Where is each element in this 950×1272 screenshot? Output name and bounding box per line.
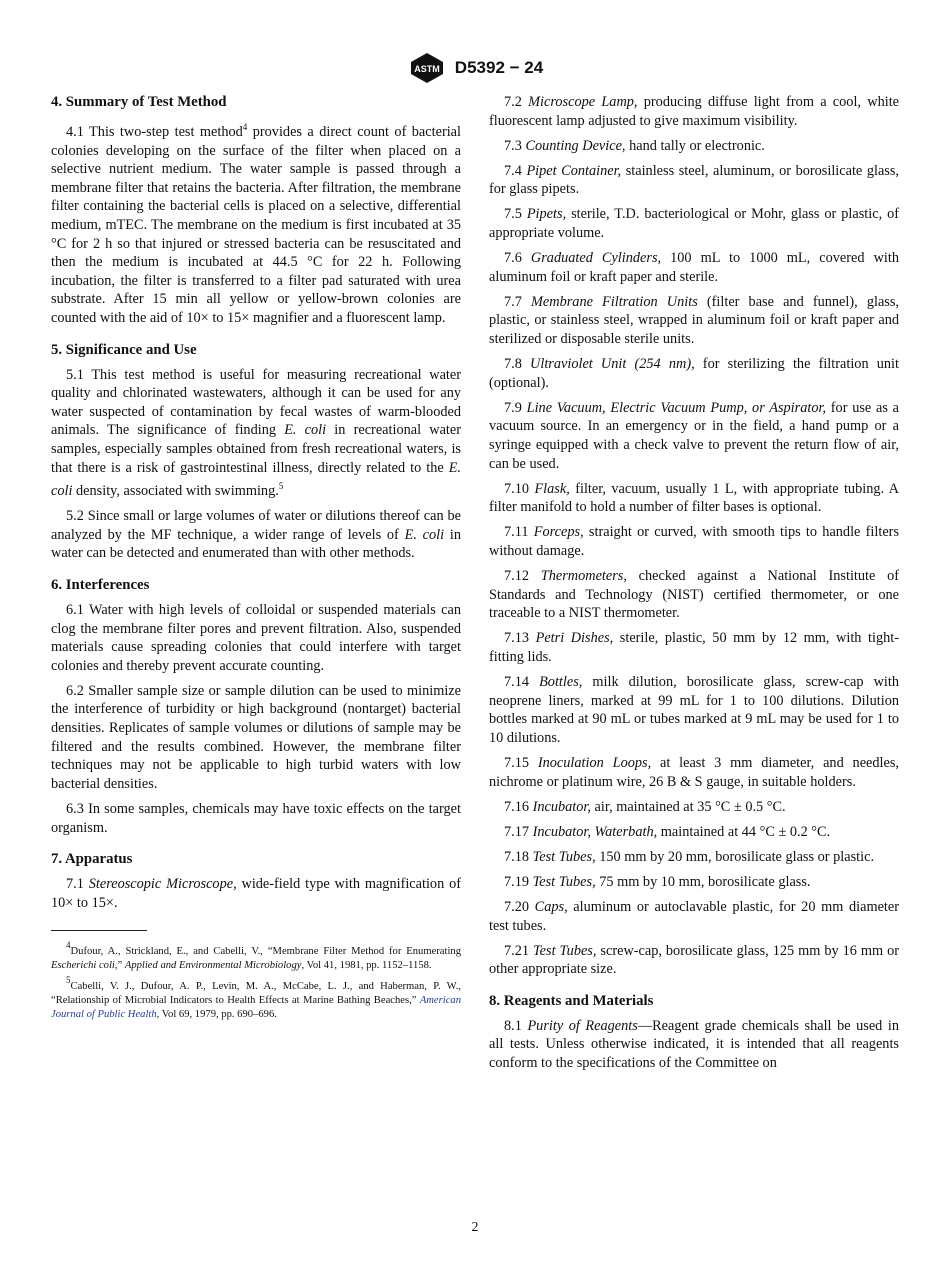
section-7-heading: 7. Apparatus — [51, 851, 133, 868]
apparatus-item: 7.21 Test Tubes, screw-cap, borosilicate glass, 125 mm by 16 mm or other appropriate size. — [489, 942, 899, 978]
journal-link[interactable]: American Journal of Public Health — [51, 995, 461, 1020]
apparatus-item: 7.5 Pipets, sterile, T.D. bacteriological or Mohr, glass or plastic, of appropriate volume. — [489, 206, 899, 242]
paragraph-4-1: 4.1 This two-step test method$^4$ provides a direct count of bacterial colonies developing on the surface of the filter when placed on a selective nutrient medium. The water sample is passed through a membrane filter that retains the bacteria. After filtration, the membrane filter containing the bacterial cells is placed on a selective, differential medium, mTEC. The membrane on the medium is first incubated at 35 °C for 2 h so that injured or stressed bacteria can be resuscitated and then the medium is incubated at 44.5 °C for 22 h. Following incubation, the filter is transferred to a filter pad saturated with urea substrate. After 15 min all yellow or yellow-brown colonies are counted with the aid of 10× to 15× magnifier and a fluorescent lamp. — [51, 122, 461, 326]
apparatus-item: 7.18 Test Tubes, 150 mm by 20 mm, borosilicate glass or plastic. — [504, 848, 875, 865]
apparatus-item: 7.11 Forceps, straight or curved, with smooth tips to handle filters without damage. — [489, 524, 900, 559]
footnote-5: $^5$Cabelli, V. J., Dufour, A. P., Levin, M. A., McCabe, L. J., and Haberman, P. W., “Relationship of Microbial Indicators to Health Effects at Marine Bathing Beaches,” American Journal of Public Health, Vol 69, 1979, pp. 690–696. — [51, 975, 461, 1020]
apparatus-item: 7.8 Ultraviolet Unit (254 nm), for sterilizing the filtration unit (optional). — [489, 356, 899, 391]
paragraph-5-2: 5.2 Since small or large volumes of water or dilutions thereof can be analyzed by the MF technique, a wider range of levels of E. coli in water can be detected and enumerated than with other methods. — [51, 508, 461, 562]
left-column — [51, 93, 461, 1023]
apparatus-item: 7.14 Bottles, milk dilution, borosilicate glass, screw-cap with neoprene liners, marked at 99 mL for 1 to 100 dilutions. Dilution bottles marked at 90 mL or tubes marked at 9 mL may be used for 1 to 10 dilutions. — [489, 674, 899, 746]
section-6-heading: 6. Interferences — [51, 576, 150, 593]
apparatus-item: 7.9 Line Vacuum, Electric Vacuum Pump, or Aspirator, for use as a vacuum source. In an emergency or in the field, a hand pump or a syringe equipped with a check valve to prevent the return flow of air, can be used. — [489, 399, 900, 472]
section-5-heading: 5. Significance and Use — [51, 341, 197, 358]
document-id: D5392 − 24 — [454, 58, 544, 77]
apparatus-item: 7.19 Test Tubes, 75 mm by 10 mm, borosilicate glass. — [504, 873, 811, 890]
paragraph-5-1: 5.1 This test method is useful for measuring recreational water quality and chlorinated wastewaters, although it can be used for any water suspected of contamination by fecal wastes of warm-blooded animals. The significance of finding E. coli in recreational water samples, especially samples obtained from fresh recreational waters, is that there is a risk of gastrointestinal illness, directly related to the E. coli density, associated with swimming.$^5$ — [51, 366, 461, 500]
apparatus-item: 7.13 Petri Dishes, sterile, plastic, 50 mm by 12 mm, with tight-fitting lids. — [489, 630, 899, 665]
footnote-divider — [51, 930, 147, 931]
apparatus-item: 7.4 Pipet Container, stainless steel, aluminum, or borosilicate glass, for glass pipets. — [489, 162, 900, 198]
section-4-heading: 4. Summary of Test Method — [51, 94, 227, 110]
apparatus-item: 7.7 Membrane Filtration Units (filter base and funnel), glass, plastic, or stainless steel, wrapped in aluminum foil or kraft paper and sterilized or disposable sterile units. — [489, 293, 899, 348]
paragraph-8-1: 8.1 Purity of Reagents—Reagent grade chemicals shall be used in all tests. Unless otherwise indicated, it is intended that all reagents conform to the specifications of the Committee on — [489, 1017, 899, 1072]
page-header — [0, 52, 950, 86]
apparatus-item: 7.15 Inoculation Loops, at least 3 mm diameter, and needles, nichrome or platinum wire, 26 B & S gauge, in suitable holders. — [489, 754, 899, 790]
footnote-ref-4[interactable]: 4 — [242, 122, 248, 132]
footnote-ref-5[interactable]: 5 — [278, 481, 284, 492]
apparatus-item: 7.12 Thermometers, checked against a National Institute of Standards and Technology (NIST) certified thermometer, or one traceable to a NIST thermometer. — [489, 568, 899, 622]
apparatus-item: 7.2 Microscope Lamp, producing diffuse light from a cool, white fluorescent lamp adjusted to give maximum visibility. — [489, 94, 900, 129]
apparatus-item: 7.20 Caps, aluminum or autoclavable plastic, for 20 mm diameter test tubes. — [489, 898, 899, 934]
footnote-4: $^4$Dufour, A., Strickland, E., and Cabelli, V., “Membrane Filter Method for Enumerating Escherichi coli,” Applied and Environmental Microbiology, Vol 41, 1981, pp. 1152–1158. — [51, 940, 461, 971]
apparatus-item: 7.16 Incubator, air, maintained at 35 °C ± 0.5 °C. — [504, 798, 786, 815]
right-column — [489, 93, 899, 1079]
page-number: 2 — [471, 1220, 479, 1235]
paragraph-6-1: 6.1 Water with high levels of colloidal or suspended materials can clog the membrane filter pores and prevent filtration. Also, suspended materials cause spreading colonies that could interfere with target colonies and thereby prevent accurate counting. — [51, 601, 461, 674]
section-8-heading: 8. Reagents and Materials — [489, 992, 654, 1009]
apparatus-item: 7.1 Stereoscopic Microscope, wide-field type with magnification of 10× to 15×. — [51, 876, 461, 911]
apparatus-item: 7.3 Counting Device, hand tally or electronic. — [504, 137, 765, 154]
apparatus-item: 7.17 Incubator, Waterbath, maintained at 44 °C ± 0.2 °C. — [504, 823, 831, 840]
astm-logo-text: ASTM — [414, 64, 440, 74]
paragraph-6-2: 6.2 Smaller sample size or sample dilution can be used to minimize the interference of turbidity or high background (nontarget) bacterial densities. Replicates of sample volumes or dilutions of sample may be filtered and the results combined. However, the membrane filter techniques may not be applicable to high turbid waters with low bacterial densities. — [51, 682, 461, 792]
paragraph-6-3: 6.3 In some samples, chemicals may have toxic effects on the target organism. — [51, 800, 461, 836]
astm-logo-icon — [407, 52, 447, 84]
apparatus-item: 7.10 Flask, filter, vacuum, usually 1 L, with appropriate tubing. A filter manifold to hold a number of filter bases is optional. — [489, 480, 900, 516]
apparatus-item: 7.6 Graduated Cylinders, 100 mL to 1000 mL, covered with aluminum foil or kraft paper and sterile. — [489, 250, 899, 285]
